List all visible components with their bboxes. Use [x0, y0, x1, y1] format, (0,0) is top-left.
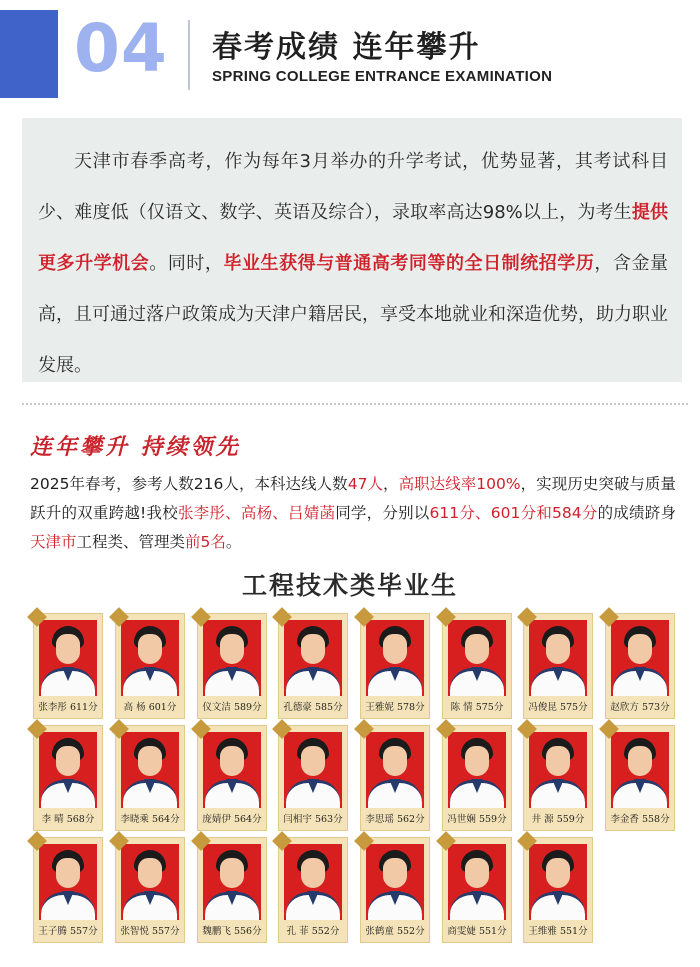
- top-student-scores: 611分、601分和584分: [429, 504, 598, 522]
- portrait-face: [546, 634, 570, 664]
- student-caption: 陈 情 575分: [450, 702, 504, 713]
- student-caption: 张李彤 611分: [38, 702, 98, 713]
- student-photo: [529, 844, 587, 920]
- student-caption: 井 源 559分: [531, 814, 585, 825]
- student-caption: 冯俊昆 575分: [528, 702, 588, 713]
- student-photo: [611, 620, 669, 696]
- student-photo: [448, 620, 506, 696]
- section-title: 春考成绩 连年攀升: [212, 30, 481, 65]
- student-caption: 魏鹏飞 556分: [202, 926, 262, 937]
- top-student-names: 张李彤、高杨、吕婧菡: [177, 504, 336, 522]
- section-subtitle: SPRING COLLEGE ENTRANCE EXAMINATION: [212, 68, 553, 85]
- student-photo: [529, 732, 587, 808]
- student-photo: [39, 620, 97, 696]
- student-caption: 李金香 558分: [610, 814, 670, 825]
- results-text: 2025年春考，参考人数216人，本科达线人数: [30, 475, 348, 493]
- portrait-face: [465, 746, 489, 776]
- student-card: [360, 613, 430, 719]
- portrait-face: [220, 746, 244, 776]
- student-photo: [611, 732, 669, 808]
- portrait-face: [301, 634, 325, 664]
- student-photo: [366, 844, 424, 920]
- student-caption: 庞婧伊 564分: [202, 814, 262, 825]
- student-card: [115, 837, 185, 943]
- portrait-face: [301, 858, 325, 888]
- student-card: [278, 613, 348, 719]
- portrait-face: [465, 634, 489, 664]
- student-card: [115, 613, 185, 719]
- student-caption: 王子腾 557分: [38, 926, 98, 937]
- portrait-face: [138, 858, 162, 888]
- portrait-face: [546, 746, 570, 776]
- student-caption: 冯世娴 559分: [447, 814, 507, 825]
- student-photo: [284, 844, 342, 920]
- student-photo: [203, 620, 261, 696]
- student-photo: [284, 732, 342, 808]
- portrait-face: [546, 858, 570, 888]
- results-text: 同学，分别以: [335, 504, 430, 522]
- student-photo: [284, 620, 342, 696]
- student-photo: [448, 844, 506, 920]
- results-text: 。: [225, 533, 242, 551]
- student-photo: [366, 620, 424, 696]
- student-caption: 孔 菲 552分: [286, 926, 340, 937]
- portrait-face: [220, 858, 244, 888]
- portrait-face: [138, 634, 162, 664]
- section-number: 04: [74, 10, 168, 87]
- student-card: [442, 613, 512, 719]
- portrait-face: [465, 858, 489, 888]
- student-card: [278, 837, 348, 943]
- student-photo: [366, 732, 424, 808]
- student-caption: 李晓乘 564分: [120, 814, 180, 825]
- portrait-face: [383, 858, 407, 888]
- city-highlight: 天津市: [30, 533, 77, 551]
- student-card: [442, 837, 512, 943]
- student-card: [33, 725, 103, 831]
- student-photo: [121, 732, 179, 808]
- portrait-face: [383, 634, 407, 664]
- student-card: [115, 725, 185, 831]
- student-caption: 商雯婕 551分: [447, 926, 507, 937]
- student-caption: 闫相宇 563分: [283, 814, 343, 825]
- student-photo: [121, 844, 179, 920]
- portrait-face: [383, 746, 407, 776]
- portrait-face: [628, 746, 652, 776]
- student-caption: 王雅妮 578分: [365, 702, 425, 713]
- portrait-face: [220, 634, 244, 664]
- intro-highlight-2: 毕业生获得与普通高考同等的全日制统招学历: [223, 253, 595, 274]
- student-card: [605, 725, 675, 831]
- results-text: ，实现历史突破与质量跃升的双重跨越!我校: [30, 475, 676, 522]
- intro-text-3: ，含金量高，且可通过落户政策成为天津户籍居民，享受本地就业和深造优势，助力职业发展。: [38, 253, 669, 376]
- portrait-face: [56, 858, 80, 888]
- student-caption: 赵欣方 573分: [610, 702, 670, 713]
- student-photo: [529, 620, 587, 696]
- vocational-rate: 高职达线率100%: [398, 475, 521, 493]
- student-card: [197, 725, 267, 831]
- student-card: [197, 613, 267, 719]
- student-caption: 孔德豪 585分: [283, 702, 343, 713]
- portrait-face: [301, 746, 325, 776]
- student-photo: [39, 732, 97, 808]
- student-card: [523, 837, 593, 943]
- results-heading: 连年攀升 持续领先: [30, 434, 241, 460]
- results-text: ，: [383, 475, 399, 493]
- intro-text-1: 天津市春季高考，作为每年3月举办的升学考试，优势显著，其考试科目少、难度低（仅语文、数学、英语及综合），录取率高达98%以上，为考生: [38, 151, 668, 223]
- student-photo: [39, 844, 97, 920]
- student-card: [33, 613, 103, 719]
- student-photo: [203, 844, 261, 920]
- student-card: [523, 725, 593, 831]
- student-caption: 高 杨 601分: [123, 702, 177, 713]
- results-text: 工程类、管理类: [76, 533, 186, 551]
- student-card: [33, 837, 103, 943]
- student-card: [442, 725, 512, 831]
- portrait-face: [56, 634, 80, 664]
- student-caption: 王维雅 551分: [528, 926, 588, 937]
- student-photo: [448, 732, 506, 808]
- undergrad-count: 47人: [347, 475, 384, 493]
- student-caption: 李 晴 568分: [41, 814, 95, 825]
- portrait-face: [628, 634, 652, 664]
- student-card: [360, 725, 430, 831]
- student-card: [360, 837, 430, 943]
- student-card: [523, 613, 593, 719]
- intro-text-2: 。同时，: [149, 253, 224, 274]
- portrait-face: [56, 746, 80, 776]
- rank-highlight: 前5名: [185, 533, 226, 551]
- portrait-face: [138, 746, 162, 776]
- student-card: [197, 837, 267, 943]
- student-card: [605, 613, 675, 719]
- intro-highlight-1: 提供更多升学机会: [38, 202, 668, 274]
- student-card: [278, 725, 348, 831]
- group-title: 工程技术类毕业生: [241, 571, 458, 600]
- results-text: 的成绩跻身: [597, 504, 676, 522]
- student-photo: [203, 732, 261, 808]
- student-caption: 仪文洁 589分: [202, 702, 262, 713]
- student-caption: 张智悦 557分: [120, 926, 180, 937]
- student-photo: [121, 620, 179, 696]
- student-caption: 张鹤童 552分: [365, 926, 425, 937]
- student-caption: 李思瑶 562分: [365, 814, 425, 825]
